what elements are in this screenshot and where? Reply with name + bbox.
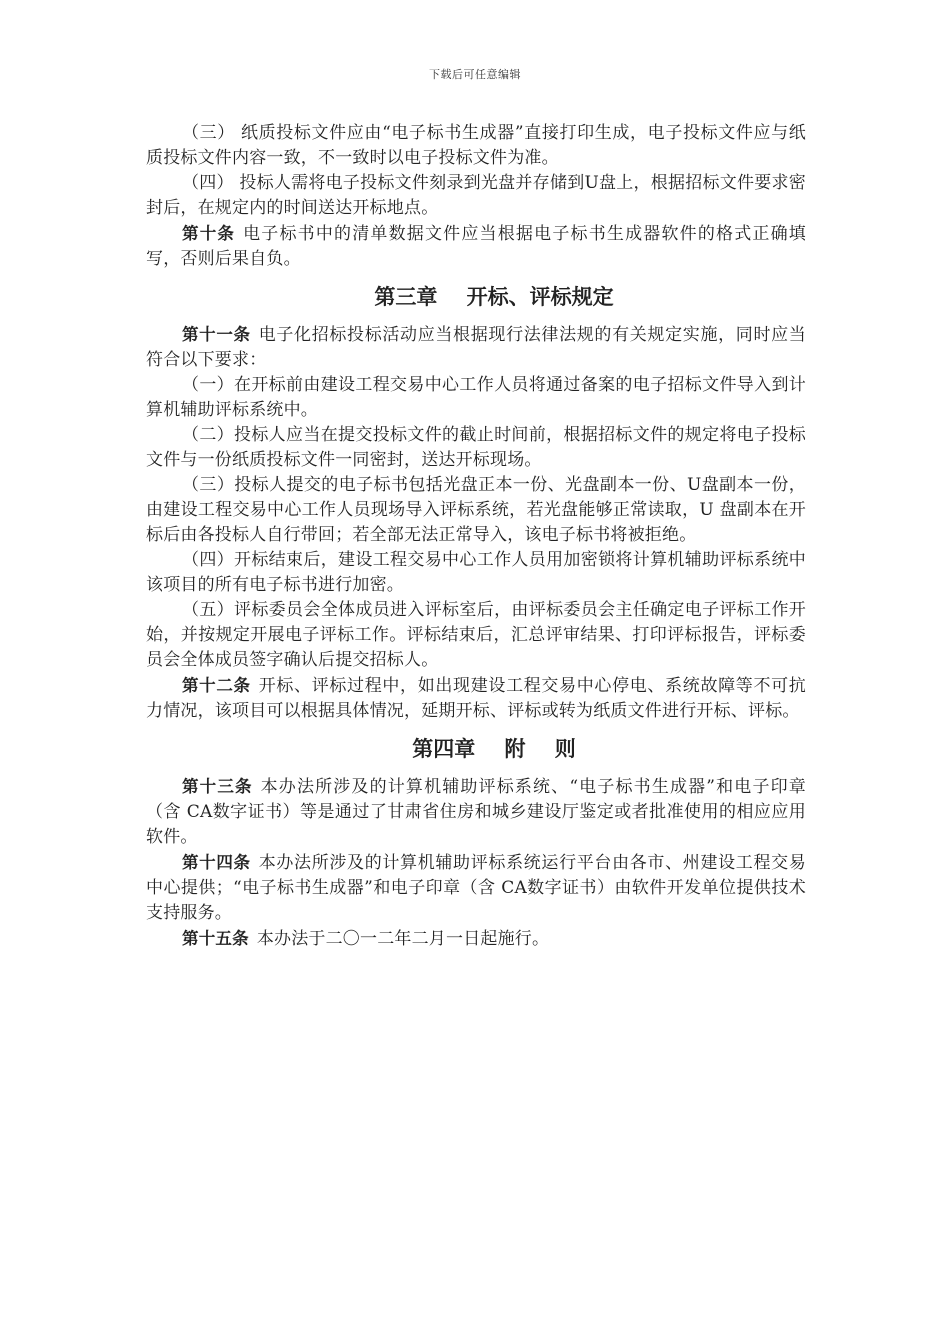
article-11-item-1: （一）在开标前由建设工程交易中心工作人员将通过备案的电子招标文件导入到计算机辅助评标系统中。 — [146, 375, 806, 420]
chapter-4-title: 第四章 附 则 — [412, 737, 576, 761]
article-11-item-4: （四）开标结束后，建设工程交易中心工作人员用加密锁将计算机辅助评标系统中该项目的所有电子标书进行加密。 — [146, 550, 806, 595]
article-15: 第十五条 本办法于二〇一二年二月一日起施行。 — [182, 929, 550, 949]
article-label: 第十四条 — [182, 853, 251, 872]
page-header: 下载后可任意编辑 — [429, 68, 521, 81]
article-10: 第十条 电子标书中的清单数据文件应当根据电子标书生成器软件的格式正确填写，否则后果自负。 — [146, 224, 806, 269]
article-11-item-3: （三）投标人提交的电子标书包括光盘正本一份、光盘副本一份、U盘副本一份，由建设工程交易中心工作人员现场导入评标系统，若光盘能够正常读取，U 盘副本在开标后由各投标人自行带回；若全部无法正常导入，该电子标书将被拒绝。 — [146, 475, 806, 545]
article-11-item-5: （五）评标委员会全体成员进入评标室后，由评标委员会主任确定电子评标工作开始，并按规定开展电子评标工作。评标结束后，汇总评审结果、打印评标报告，评标委员会全体成员签字确认后提交招标人。 — [146, 600, 806, 670]
article-13: 第十三条 本办法所涉及的计算机辅助评标系统、“电子标书生成器”和电子印章（含 CA数字证书）等是通过了甘肃省住房和城乡建设厅鉴定或者批准使用的相应应用软件。 — [146, 777, 806, 847]
clause-4-burn-disc: （四） 投标人需将电子投标文件刻录到光盘并存储到U盘上，根据招标文件要求密封后，在规定内的时间送达开标地点。 — [146, 173, 806, 218]
article-label: 第十条 — [182, 224, 236, 243]
article-label: 第十五条 — [182, 929, 249, 948]
article-label: 第十一条 — [182, 325, 251, 344]
article-12: 第十二条 开标、评标过程中，如出现建设工程交易中心停电、系统故障等不可抗力情况，该项目可以根据具体情况，延期开标、评标或转为纸质文件进行开标、评标。 — [146, 676, 806, 721]
article-11-item-2: （二）投标人应当在提交投标文件的截止时间前，根据招标文件的规定将电子投标文件与一份纸质投标文件一同密封，送达开标现场。 — [146, 425, 806, 470]
document-body — [146, 121, 806, 952]
article-11: 第十一条 电子化招标投标活动应当根据现行法律法规的有关规定实施，同时应当符合以下要求： — [146, 325, 806, 370]
clause-3-paper-bid: （三） 纸质投标文件应由“电子标书生成器”直接打印生成，电子投标文件应与纸质投标文件内容一致，不一致时以电子投标文件为准。 — [146, 123, 806, 168]
article-label: 第十二条 — [182, 676, 251, 695]
article-label: 第十三条 — [182, 777, 253, 796]
article-14: 第十四条 本办法所涉及的计算机辅助评标系统运行平台由各市、州建设工程交易中心提供；“电子标书生成器”和电子印章（含 CA数字证书）由软件开发单位提供技术支持服务。 — [146, 853, 806, 923]
chapter-3-title: 第三章 开标、评标规定 — [374, 285, 614, 309]
